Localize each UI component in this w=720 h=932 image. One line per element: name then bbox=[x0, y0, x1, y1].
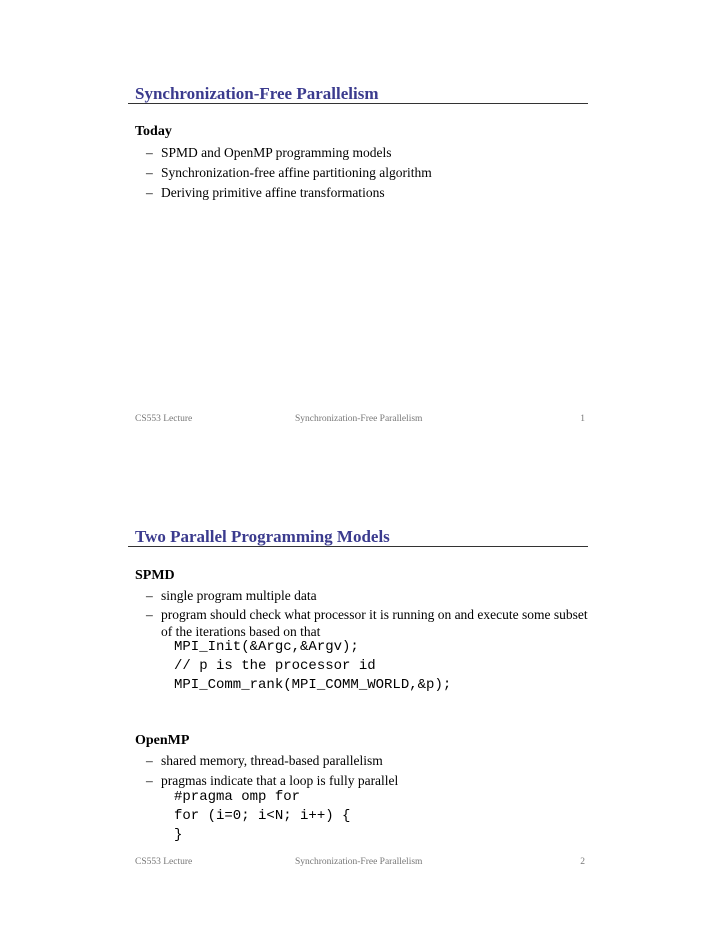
footer-course: CS553 Lecture bbox=[135, 857, 193, 867]
dash-marker: – bbox=[146, 185, 153, 200]
list-item: – pragmas indicate that a loop is fully parallel bbox=[146, 771, 398, 791]
title-underline bbox=[128, 103, 588, 104]
bullet-list bbox=[146, 143, 432, 203]
section-heading-spmd: SPMD bbox=[135, 568, 175, 583]
slide-title: Synchronization-Free Parallelism bbox=[135, 84, 379, 103]
dash-marker: – bbox=[146, 588, 153, 603]
list-item: – Synchronization-free affine partitioning algorithm bbox=[146, 163, 432, 183]
footer-course: CS553 Lecture bbox=[135, 414, 193, 424]
bullet-list bbox=[146, 751, 398, 791]
slide-footer bbox=[135, 857, 585, 871]
list-item: – shared memory, thread-based parallelism bbox=[146, 751, 398, 771]
slide-2 bbox=[0, 466, 720, 932]
section-heading-openmp: OpenMP bbox=[135, 733, 190, 748]
code-line: MPI_Init(&Argc,&Argv); bbox=[174, 639, 359, 655]
code-line: // p is the processor id bbox=[174, 658, 376, 674]
list-item: – SPMD and OpenMP programming models bbox=[146, 143, 432, 163]
slide-footer bbox=[135, 414, 585, 428]
dash-marker: – bbox=[146, 753, 153, 768]
dash-marker: – bbox=[146, 165, 153, 180]
footer-topic: Synchronization-Free Parallelism bbox=[295, 414, 423, 424]
code-line: MPI_Comm_rank(MPI_COMM_WORLD,&p); bbox=[174, 677, 452, 693]
footer-topic: Synchronization-Free Parallelism bbox=[295, 857, 423, 867]
code-block bbox=[174, 638, 451, 695]
title-underline bbox=[128, 546, 588, 547]
page-number: 1 bbox=[580, 414, 585, 424]
dash-marker: – bbox=[146, 607, 153, 622]
code-line: for (i=0; i<N; i++) { bbox=[174, 808, 351, 824]
list-item: – single program multiple data bbox=[146, 586, 591, 606]
code-line: } bbox=[174, 827, 183, 843]
list-item: – Deriving primitive affine transformations bbox=[146, 183, 432, 203]
slide-title: Two Parallel Programming Models bbox=[135, 527, 390, 546]
bullet-list bbox=[146, 586, 591, 642]
dash-marker: – bbox=[146, 145, 153, 160]
code-line: #pragma omp for bbox=[174, 789, 301, 805]
code-block bbox=[174, 788, 350, 845]
section-heading-today: Today bbox=[135, 124, 172, 139]
list-item: – program should check what processor it is running on and execute some subset of the iterations based on that bbox=[146, 607, 588, 639]
dash-marker: – bbox=[146, 773, 153, 788]
page-number: 2 bbox=[580, 857, 585, 867]
